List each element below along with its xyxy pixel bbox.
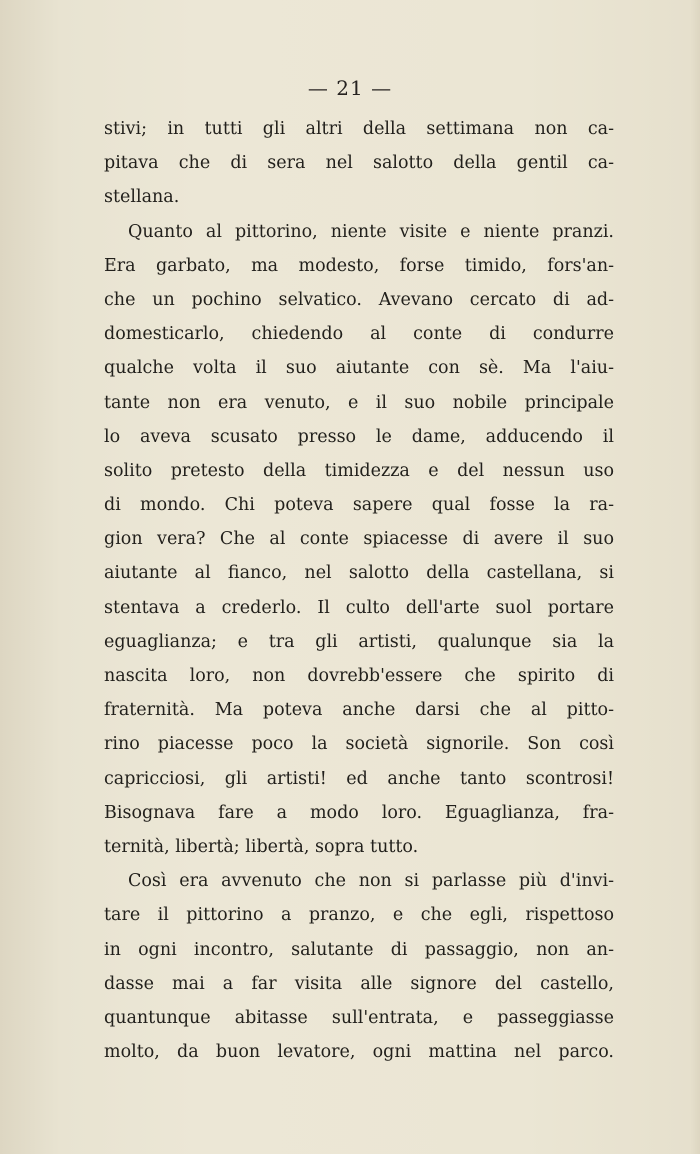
text-line: stellana.: [104, 187, 180, 208]
text-line: lo aveva scusato presso le dame, adducendo il: [104, 426, 614, 447]
text-line: in ogni incontro, salutante di passaggio, non an-: [104, 939, 614, 960]
text-line: rino piacesse poco la società signorile. Son così: [104, 734, 614, 755]
text-line: dasse mai a far visita alle signore del castello,: [104, 973, 614, 994]
text-line: ternità, libertà; libertà, sopra tutto.: [104, 836, 419, 857]
text-line: solito pretesto della timidezza e del nessun uso: [104, 460, 614, 481]
text-line: qualche volta il suo aiutante con sè. Ma l'aiu-: [104, 358, 614, 379]
paragraph-start-line: Quanto al pittorino, niente visite e niente pranzi.: [128, 221, 614, 242]
text-line: quantunque abitasse sull'entrata, e passeggiasse: [104, 1007, 614, 1028]
text-line: fraternità. Ma poteva anche darsi che al pitto-: [104, 700, 614, 721]
text-line: aiutante al fianco, nel salotto della castellana, si: [104, 563, 614, 584]
text-line: Bisognava fare a modo loro. Eguaglianza, fra-: [104, 802, 614, 823]
paragraph-start-line: Così era avvenuto che non si parlasse più d'invi-: [128, 871, 614, 892]
text-line: che un pochino selvatico. Avevano cercato di ad-: [104, 289, 614, 310]
text-line: tare il pittorino a pranzo, e che egli, rispettoso: [104, 905, 614, 926]
text-line: molto, da buon levatore, ogni mattina nel parco.: [104, 1042, 614, 1063]
body-text: [104, 112, 614, 1069]
text-line: domesticarlo, chiedendo al conte di condurre: [104, 324, 614, 345]
text-line: stivi; in tutti gli altri della settimana non ca-: [104, 119, 614, 139]
text-line: capricciosi, gli artisti! ed anche tanto scontrosi!: [104, 768, 614, 789]
text-line: pitava che di sera nel salotto della gentil ca-: [104, 153, 614, 174]
text-line: tante non era venuto, e il suo nobile principale: [104, 392, 614, 413]
text-line: nascita loro, non dovrebb'essere che spirito di: [104, 666, 614, 686]
text-line: eguaglianza; e tra gli artisti, qualunque sia la: [104, 631, 614, 652]
text-line: gion vera? Che al conte spiacesse di avere il suo: [104, 529, 614, 550]
text-line: stentava a crederlo. Il culto dell'arte suol portare: [104, 597, 614, 618]
page-number: — 21 —: [307, 76, 393, 100]
text-line: Era garbato, ma modesto, forse timido, fors'an-: [104, 255, 614, 276]
text-line: di mondo. Chi poteva sapere qual fosse la ra-: [104, 495, 614, 516]
